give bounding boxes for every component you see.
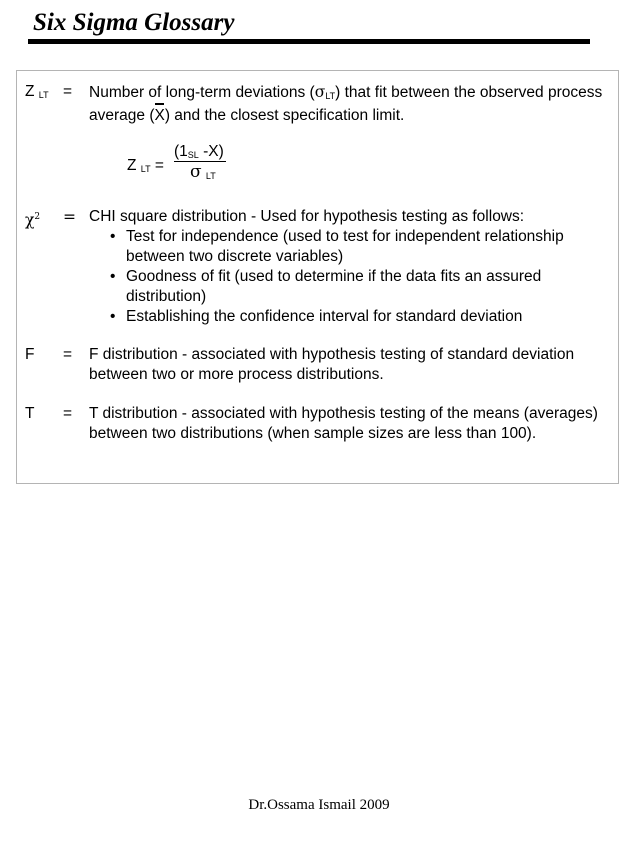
title-underline xyxy=(28,39,590,44)
term-t: T xyxy=(25,405,35,422)
equals-sign: = xyxy=(63,346,73,363)
definition-t: T distribution - associated with hypothesis testing of the means (averages) between two distributions (when sample sizes are less than 100). xyxy=(89,405,598,442)
equals-sign: = xyxy=(63,208,76,226)
definition-z-lt: Number of long-term deviations $(\sigma_{LT})$ that fit between the observed process average (X) and the closest specification limit. xyxy=(89,83,603,124)
x-bar-symbol: X xyxy=(154,107,165,124)
formula-lhs: Z $_{LT}$ = xyxy=(127,157,164,174)
term-f: F xyxy=(25,346,35,363)
bullet-list xyxy=(89,227,614,327)
list-item: • Test for independence (used to test for independent relationship between two discrete variables) xyxy=(89,227,614,267)
glossary-box xyxy=(16,70,619,484)
formula-denominator: σ $_{LT}$ xyxy=(190,162,216,182)
list-item: • Establishing the confidence interval for standard deviation xyxy=(89,307,614,327)
list-item: • Goodness of fit (used to determine if the data fits an assured distribution) xyxy=(89,267,614,307)
footer-author: Dr.Ossama Ismail 2009 xyxy=(248,797,390,813)
term-chi-square: $\chi^2$ xyxy=(25,211,41,229)
page-title: Six Sigma Glossary xyxy=(33,9,235,36)
formula-numerator: ($1_{SL}$ -X) xyxy=(174,143,224,160)
definition-f: F distribution - associated with hypothesis testing of standard deviation between two or more process distributions. xyxy=(89,346,575,383)
equals-sign: = xyxy=(63,405,73,422)
definition-chi-square: CHI square distribution - Used for hypothesis testing as follows: • Test for independence (used to test for independent relationship between two discrete variables) • Goodness of fit (used to determine if the data fits an assured distribution) • Establishing the confidence interval for standard deviation xyxy=(89,207,614,327)
equals-sign: = xyxy=(63,83,73,100)
sigma-symbol: σ xyxy=(314,83,326,101)
term-z-lt: Z $_{LT}$ xyxy=(25,83,49,100)
